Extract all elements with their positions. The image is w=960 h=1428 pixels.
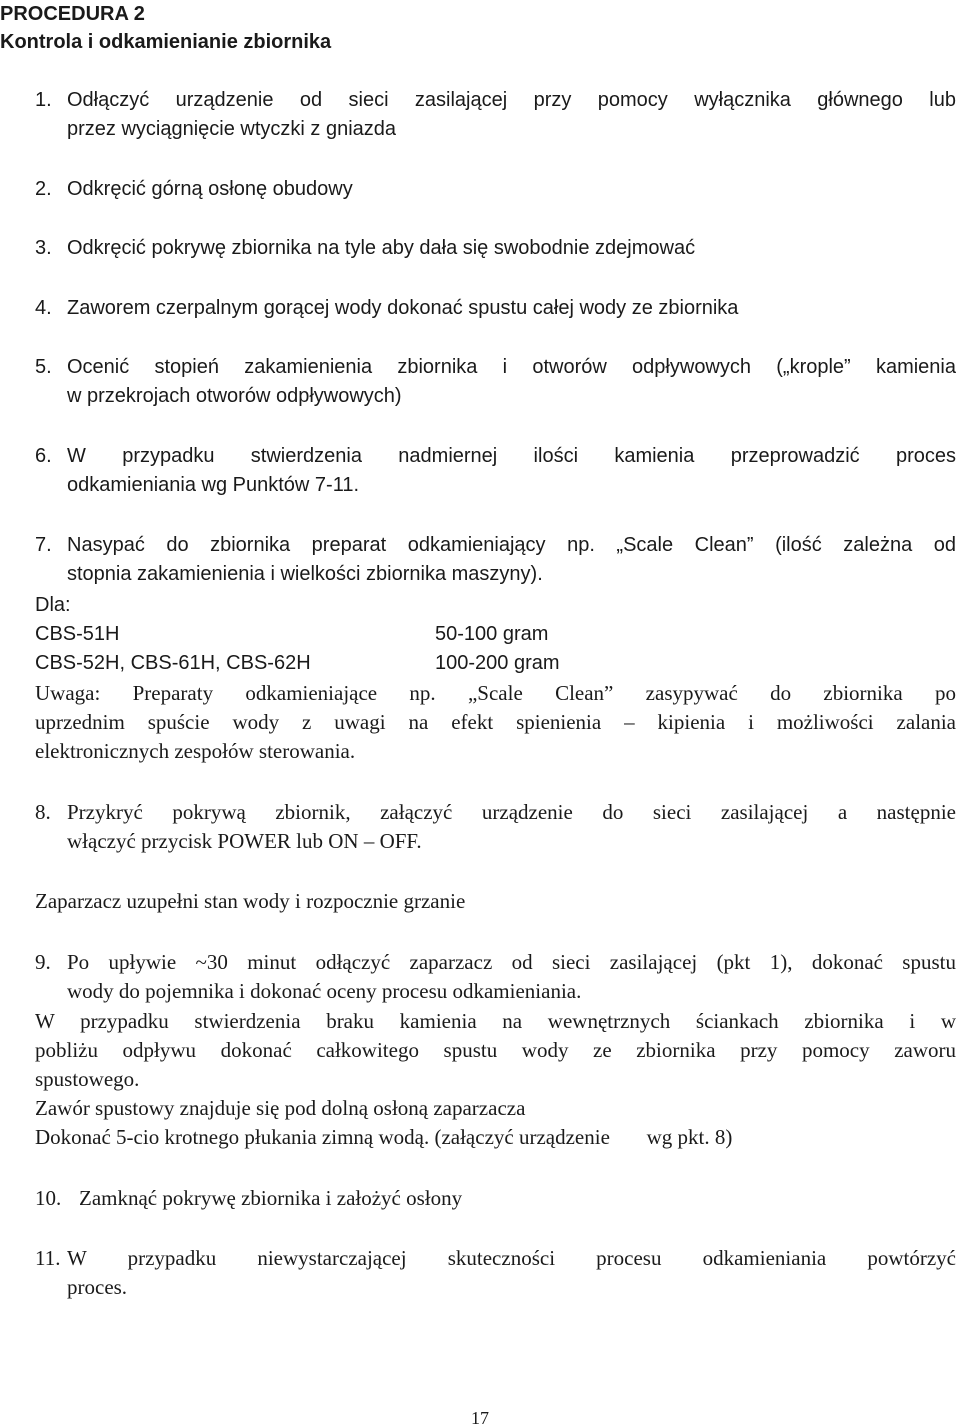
step-number: 2. <box>35 178 52 200</box>
step-text-line: Przykryć pokrywą zbiornik, załączyć urządzenie do sieci zasilającej a następnie <box>67 800 956 824</box>
step-number: 10. <box>35 1186 62 1210</box>
step-text-line: Zamknąć pokrywę zbiornika i założyć osłony <box>79 1186 463 1210</box>
step-text-line: W przypadku niewystarczającej skuteczności procesu odkamieniania powtórzyć <box>67 1246 956 1270</box>
step-number: 1. <box>35 89 52 111</box>
step-3 <box>35 234 956 263</box>
step-text-line: Nasypać do zbiornika preparat odkamieniający np. „Scale Clean” (ilość zależna od <box>67 534 956 556</box>
step-5 <box>35 353 956 411</box>
step-10 <box>35 1184 956 1213</box>
rinse-line: Zawór spustowy znajduje się pod dolną osłoną zaparzacza <box>35 1096 526 1120</box>
step-text-line: Po upływie ~30 minut odłączyć zaparzacz od sieci zasilającej (pkt 1), dokonać spustu <box>67 950 956 974</box>
rinse-line: pobliżu odpływu dokonać całkowitego spustu wody ze zbiornika przy pomocy zaworu <box>35 1038 956 1062</box>
step-1 <box>35 86 956 144</box>
page-number: 17 <box>471 1408 489 1428</box>
rinse-line: W przypadku stwierdzenia braku kamienia na wewnętrznych ściankach zbiornika i w <box>35 1009 956 1033</box>
step-text-line: przez wyciągnięcie wtyczki z gniazda <box>67 118 397 140</box>
step-text-line: stopnia zakamienienia i wielkości zbiornika maszyny). <box>67 563 543 585</box>
step-text-line: proces. <box>67 1275 128 1299</box>
step-8 <box>35 798 956 856</box>
step-text-line: wody do pojemnika i dokonać oceny procesu odkamieniania. <box>67 979 582 1003</box>
step-text-line: Zaworem czerpalnym gorącej wody dokonać spustu całej wody ze zbiornika <box>67 297 739 319</box>
step-text-line: W przypadku stwierdzenia nadmiernej ilości kamienia przeprowadzić proces <box>67 445 956 467</box>
step-text-line: Ocenić stopień zakamienienia zbiornika i otworów odpływowych („krople” kamienia <box>67 356 956 378</box>
heating-note: Zaparzacz uzupełni stan wody i rozpocznie grzanie <box>35 889 466 913</box>
dose-amount: 100-200 gram <box>435 652 560 674</box>
step-7 <box>35 531 956 589</box>
step-text-line: w przekrojach otworów odpływowych) <box>67 385 402 407</box>
dose-model: CBS-52H, CBS-61H, CBS-62H <box>35 652 311 674</box>
dose-label: Dla: <box>35 594 71 616</box>
step-text-line: włączyć przycisk POWER lub ON – OFF. <box>67 829 422 853</box>
step-text-line: odkamieniania wg Punktów 7-11. <box>67 474 360 496</box>
rinse-instructions <box>35 1007 956 1152</box>
step-text-line: Odłączyć urządzenie od sieci zasilającej przy pomocy wyłącznika głównego lub <box>67 89 956 111</box>
step-number: 3. <box>35 237 52 259</box>
warning-note <box>35 679 956 766</box>
step-4 <box>35 294 956 323</box>
step-9 <box>35 948 956 1006</box>
procedure-title: PROCEDURA 2 <box>0 3 145 25</box>
rinse-line: spustowego. <box>35 1067 140 1091</box>
step-number: 8. <box>35 800 51 824</box>
warning-line: elektronicznych zespołów sterowania. <box>35 739 356 763</box>
step-number: 6. <box>35 445 52 467</box>
rinse-line: Dokonać 5-cio krotnego płukania zimną wodą. (załączyć urządzenie wg pkt. 8) <box>35 1125 733 1149</box>
step-text-line: Odkręcić górną osłonę obudowy <box>67 178 353 200</box>
step-number: 11. <box>35 1246 61 1270</box>
dose-row <box>35 620 956 649</box>
step-number: 7. <box>35 534 52 556</box>
dose-row <box>35 649 956 678</box>
procedure-subtitle: Kontrola i odkamienianie zbiornika <box>0 31 332 53</box>
warning-line: Uwaga: Preparaty odkamieniające np. „Scale Clean” zasypywać do zbiornika po <box>35 681 956 705</box>
warning-line: uprzednim spuście wody z uwagi na efekt spienienia – kipienia i możliwości zalania <box>35 710 956 734</box>
dose-amount: 50-100 gram <box>435 623 549 645</box>
step-2 <box>35 175 956 204</box>
step-number: 9. <box>35 950 51 974</box>
step-number: 5. <box>35 356 52 378</box>
dose-model: CBS-51H <box>35 623 120 645</box>
step-number: 4. <box>35 297 52 319</box>
step-11 <box>35 1244 956 1302</box>
step-6 <box>35 442 956 500</box>
step-text-line: Odkręcić pokrywę zbiornika na tyle aby dała się swobodnie zdejmować <box>67 237 696 259</box>
